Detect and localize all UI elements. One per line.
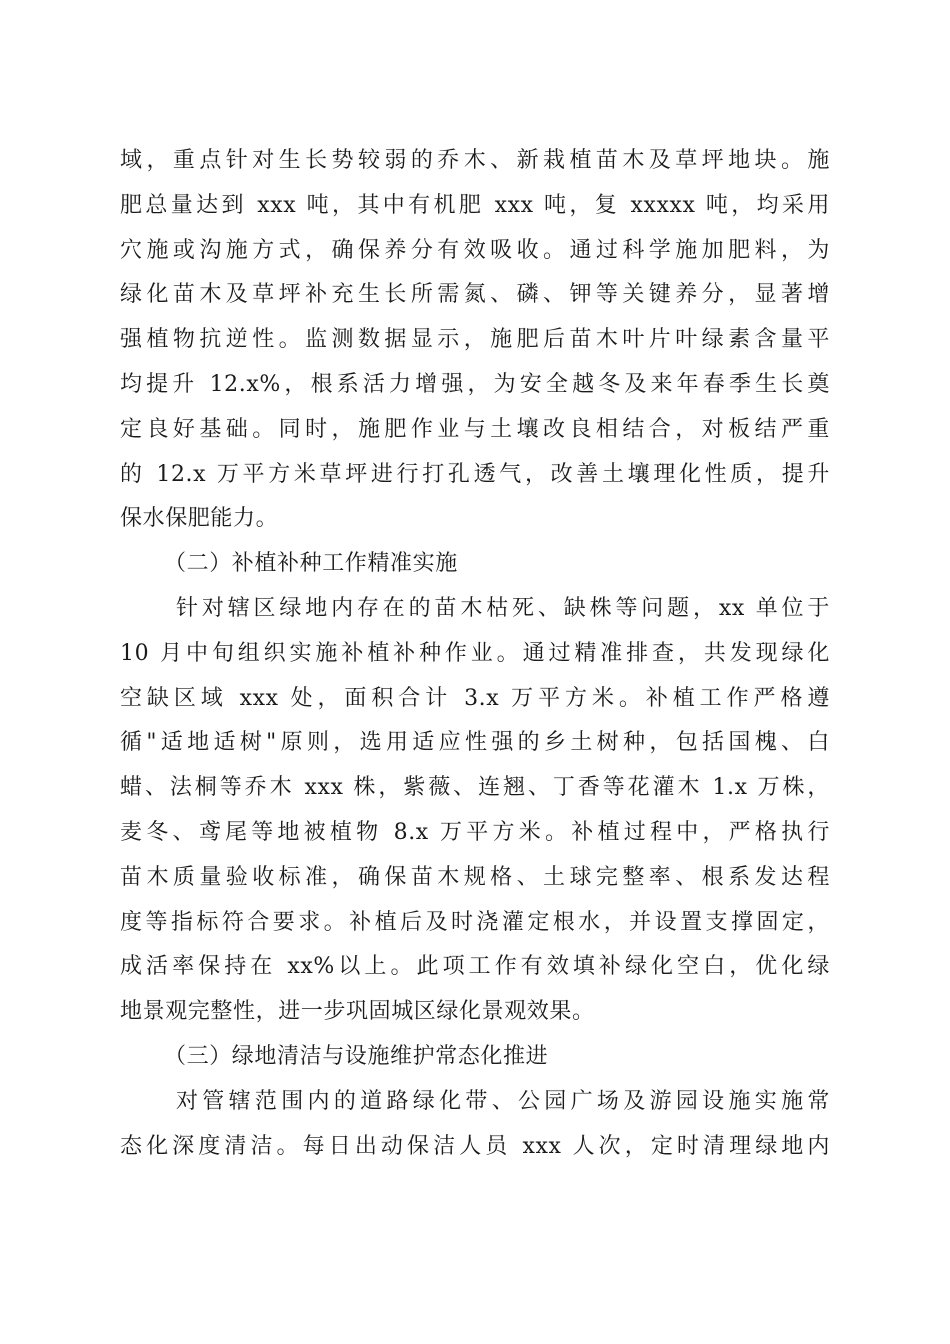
paragraph-fertilization [120,139,830,542]
paragraph-line: 蜡、法桐等乔木 xxx 株，紫薇、连翘、丁香等花灌木 1.x 万株， [120,775,830,801]
paragraph-line: 成活率保持在 xx%以上。此项工作有效填补绿化空白，优化绿 [120,954,830,980]
paragraph-line: 均提升 12.x%，根系活力增强，为安全越冬及来年春季生长奠 [120,371,830,397]
heading-text: （二）补植补种工作精准实施 [164,551,458,576]
paragraph-line: 空缺区域 xxx 处，面积合计 3.x 万平方米。补植工作严格遵 [120,685,830,711]
paragraph-line: 绿化苗木及草坪补充生长所需氮、磷、钾等关键养分，显著增 [120,282,830,308]
paragraph-line: 保水保肥能力。 [120,506,279,532]
paragraph-line: 穴施或沟施方式，确保养分有效吸收。通过科学施加肥料，为 [120,237,830,263]
paragraph-line: 地景观完整性，进一步巩固城区绿化景观效果。 [120,999,595,1025]
paragraph-line: 针对辖区绿地内存在的苗木枯死、缺株等问题，xx 单位于 [176,596,830,621]
paragraph-line: 强植物抗逆性。监测数据显示，施肥后苗木叶片叶绿素含量平 [120,327,830,353]
paragraph-cleaning [120,1080,830,1170]
paragraph-line: 度等指标符合要求。补植后及时浇灌定根水，并设置支撑固定， [120,909,830,935]
paragraph-replanting [120,587,830,1035]
section-heading-3 [120,1035,830,1080]
paragraph-line: 10 月中旬组织实施补植补种作业。通过精准排查，共发现绿化 [120,640,830,666]
paragraph-line: 域，重点针对生长势较弱的乔木、新栽植苗木及草坪地块。施 [120,148,830,173]
paragraph-line: 肥总量达到 xxx 吨，其中有机肥 xxx 吨，复 xxxxx 吨，均采用 [120,192,830,218]
paragraph-line: 对管辖范围内的道路绿化带、公园广场及游园设施实施常 [176,1089,830,1114]
paragraph-line: 定良好基础。同时，施肥作业与土壤改良相结合，对板结严重 [120,416,830,442]
section-heading-2 [120,542,830,587]
paragraph-line: 态化深度清洁。每日出动保洁人员 xxx 人次，定时清理绿地内 [120,1133,830,1159]
heading-text: （三）绿地清洁与设施维护常态化推进 [164,1044,549,1069]
paragraph-line: 苗木质量验收标准，确保苗木规格、土球完整率、根系发达程 [120,864,830,890]
paragraph-line: 的 12.x 万平方米草坪进行打孔透气，改善土壤理化性质，提升 [120,461,830,487]
paragraph-line: 麦冬、鸢尾等地被植物 8.x 万平方米。补植过程中，严格执行 [120,819,830,845]
paragraph-line: 循"适地适树"原则，选用适应性强的乡土树种，包括国槐、白 [120,730,830,756]
